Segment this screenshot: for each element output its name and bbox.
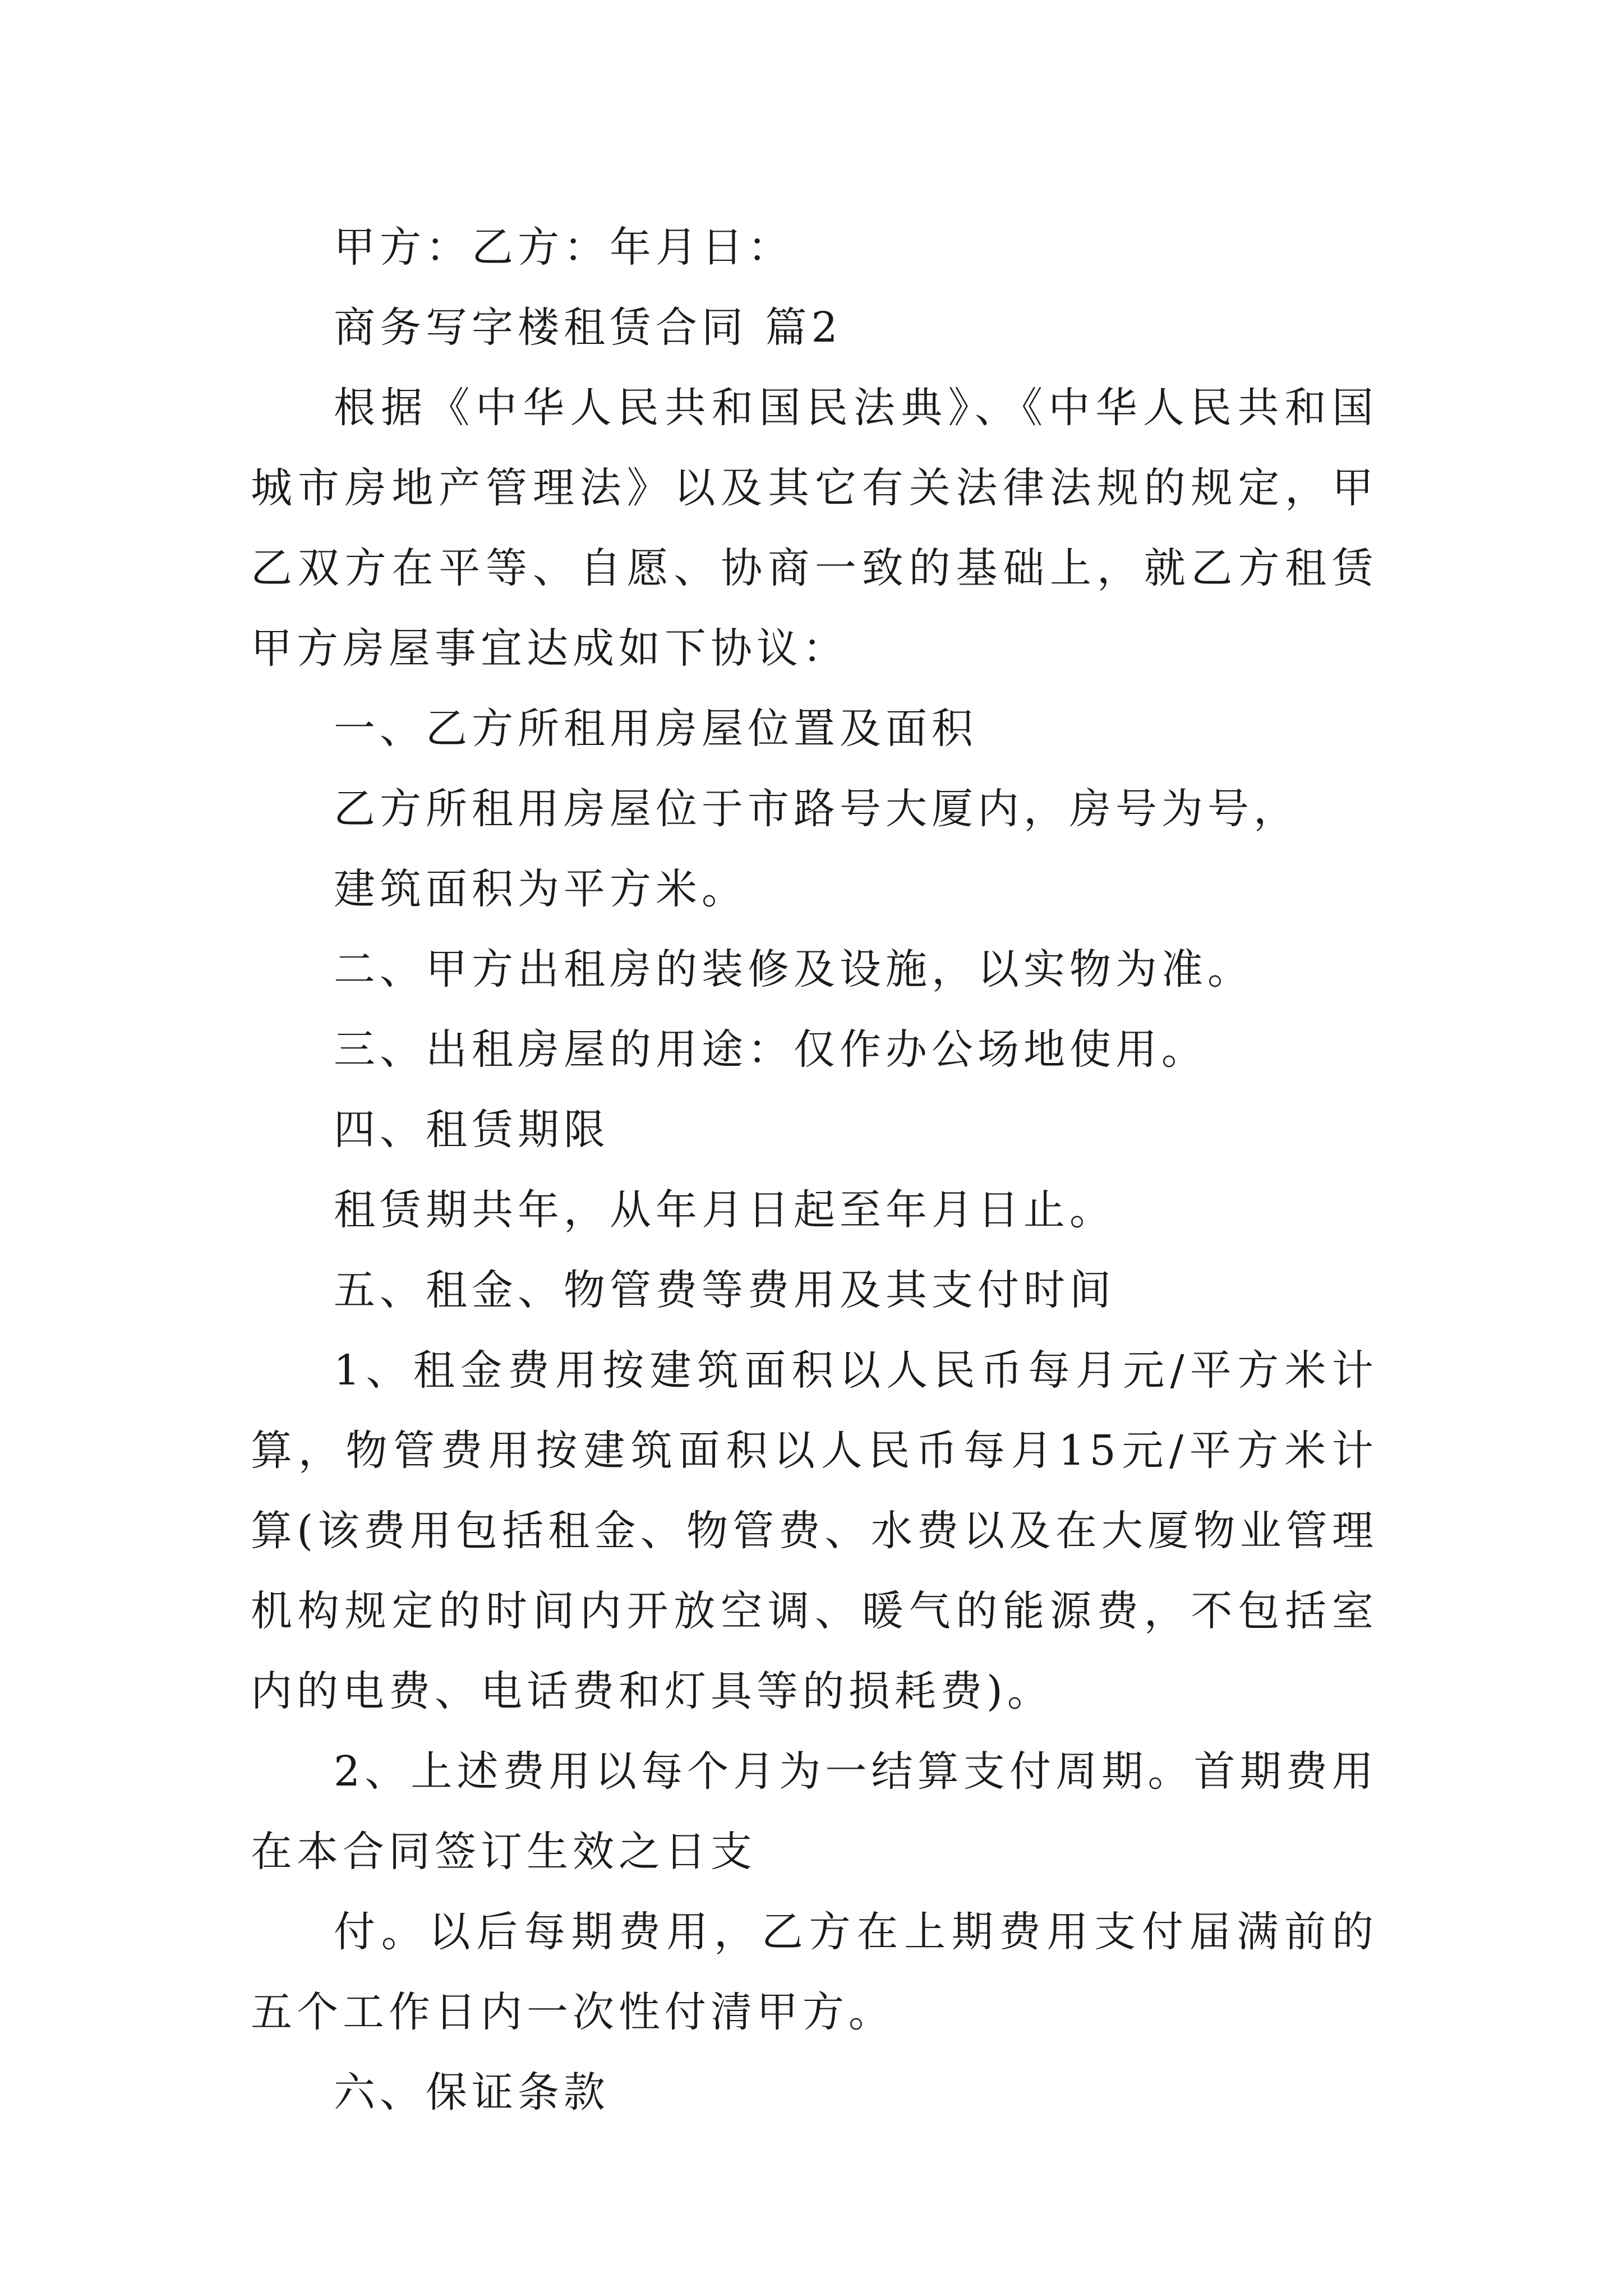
section-title: 商务写字楼租赁合同 篇2 (334, 303, 842, 352)
clause-paragraph: 建筑面积为平方米。 (334, 865, 748, 913)
clause-heading-6: 六、保证条款 (334, 2068, 610, 2116)
clause-heading-1: 一、乙方所租用房屋位置及面积 (334, 705, 978, 753)
clause-heading-3: 三、出租房屋的用途：仅作办公场地使用。 (334, 1025, 1207, 1074)
clause-heading-2: 二、甲方出租房的装修及设施，以实物为准。 (334, 945, 1253, 993)
clause-paragraph: 2、上述费用以每个月为一结算支付周期。首期费用在本合同签订生效之日支 (251, 1747, 1378, 1876)
clause-heading-4: 四、租赁期限 (334, 1106, 610, 1154)
clause-paragraph: 1、租金费用按建筑面积以人民币每月元/平方米计算，物管费用按建筑面积以人民币每月15元/平方米计算(该费用包括租金、物管费、水费以及在大厦物业管理机构规定的时间内开放空调、暖气的能源费，不包括室内的电费、电话费和灯具等的损耗费)。 (251, 1346, 1378, 1715)
clause-paragraph: 乙方所租用房屋位于市路号大厦内，房号为号， (334, 785, 1299, 833)
clause-heading-5: 五、租金、物管费等费用及其支付时间 (334, 1266, 1115, 1314)
contract-body (251, 208, 1378, 2133)
clause-paragraph: 付。以后每期费用，乙方在上期费用支付届满前的五个工作日内一次性付清甲方。 (251, 1908, 1378, 2036)
clause-paragraph: 租赁期共年，从年月日起至年月日止。 (334, 1186, 1115, 1234)
signature-line: 甲方：乙方：年月日： (334, 223, 794, 272)
preamble-paragraph: 根据《中华人民共和国民法典》、《中华人民共和国城市房地产管理法》以及其它有关法律法规的规定，甲乙双方在平等、自愿、协商一致的基础上，就乙方租赁甲方房屋事宜达成如下协议： (251, 384, 1378, 673)
